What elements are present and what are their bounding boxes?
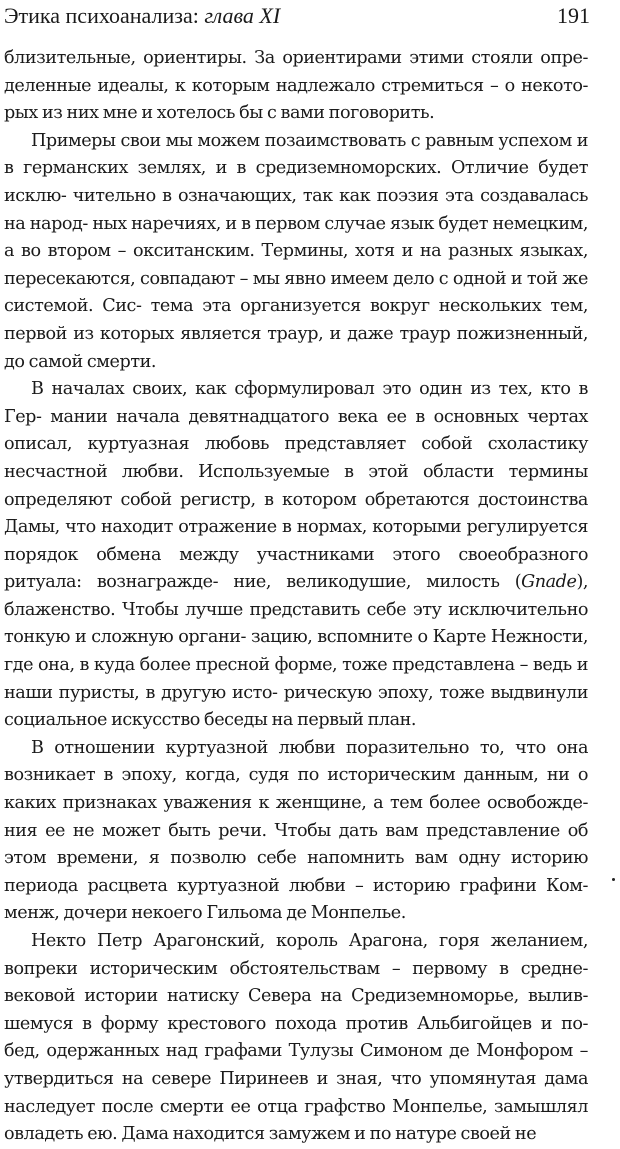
- body-text: [4, 45, 588, 1149]
- text-line: каких признаках уважения к женщине, а тем более освобожде-: [4, 793, 588, 814]
- text-line: рическую эпоху, тоже выдвинули социальное искусство беседы на: [4, 682, 588, 731]
- text-line: германских землях, и в средиземноморских. Отличие будет исклю-: [4, 158, 588, 206]
- page-number: 191: [557, 3, 590, 28]
- text-line: представить себе эту исключительно тонкую и сложную органи-: [4, 599, 588, 648]
- text-line: первый план.: [297, 710, 417, 731]
- text-line: В началах своих, как сформулировал это один из тех, кто в Гер-: [4, 379, 588, 427]
- text-line: Примеры свои мы можем позаимствовать с равным успехом и в: [4, 130, 588, 179]
- text-line: рых из них мне и хотелось бы с вами поговорить.: [4, 103, 435, 124]
- text-line: бед, одержанных над графами Тулузы Симоном де Монфором: [4, 1041, 573, 1062]
- running-head: [4, 2, 590, 30]
- text-line: вопреки историческим обстоятельствам – первому в средне-: [4, 958, 588, 979]
- text-line: шемуся в форму крестового похода против Альбигойцев и по-: [4, 1013, 588, 1034]
- paragraph: [4, 45, 588, 128]
- text-line: овладеть ею. Дама находится замужем и по натуре своей не: [4, 1124, 537, 1145]
- text-line: менж, дочери некоего Гильома де Монпелье.: [4, 903, 406, 924]
- text-line: В отношении куртуазной любви поразительно то, что она: [31, 737, 588, 758]
- text-line: – окситанским. Термины, хотя и на разных языках, пересекаются,: [4, 241, 588, 289]
- paragraph: [4, 376, 588, 735]
- text-line: является траур, и даже траур пожизненный, до самой смерти.: [4, 323, 588, 372]
- text-line: ных наречиях, и в первом случае язык будет немецким, а во втором: [4, 213, 588, 262]
- text-line: ние, великодушие, милость (: [233, 572, 522, 593]
- text-line: близительные, ориентиры. За ориентирами этими стояли опре-: [4, 48, 588, 68]
- text-line: ния ее не может быть речи. Чтобы дать вам представление об: [4, 820, 588, 841]
- italic-term: Gnade: [521, 572, 577, 593]
- chapter-label: глава XI: [204, 3, 281, 28]
- text-line: мании начала девятнадцатого века ее в основных чертах описал,: [4, 406, 588, 455]
- text-line: периода расцвета куртуазной любви – историю графини Ком-: [4, 875, 588, 896]
- text-line: тема эта организуется вокруг нескольких тем, первой из которых: [4, 296, 588, 344]
- paragraph: [4, 128, 588, 376]
- text-line: деленные идеалы, к которым надлежало стремиться – о некото-: [4, 75, 588, 96]
- text-line: возникает в эпоху, когда, судя по историческим данным, ни о: [4, 765, 588, 786]
- paragraph: [4, 928, 588, 1149]
- text-line: вековой истории натиску Севера на Средиземноморье, вылив-: [4, 986, 588, 1007]
- text-line: регистр, в котором обретаются достоинства Дамы, что находит: [4, 489, 588, 538]
- margin-speck: [612, 878, 615, 881]
- running-title: [4, 2, 280, 30]
- text-line: совпадают – мы явно имеем дело с одной и той же системой. Сис-: [4, 268, 588, 317]
- text-line: этом времени, я позволю себе напомнить вам одну историю: [4, 848, 588, 869]
- text-line: форме, тоже представлена – ведь и наши пуристы, в другую исто-: [4, 655, 588, 703]
- paragraph: [4, 735, 588, 928]
- text-line: куртуазная любовь представляет собой схоластику несчастной: [4, 434, 588, 482]
- text-line: – утвердиться на севере Пиринеев и зная, что упомянутая дама: [4, 1041, 588, 1089]
- text-line: отражение в нормах, которыми регулируется порядок обмена: [4, 517, 588, 565]
- text-line: любви. Используемые в этой области термины определяют собой: [4, 461, 588, 510]
- text-line: Некто Петр Арагонский, король Арагона, горя желанием,: [31, 931, 588, 951]
- text-line: ), блаженство. Чтобы лучше: [4, 572, 589, 620]
- text-line: между участниками этого своеобразного ритуала: вознагражде-: [4, 544, 588, 593]
- text-line: наследует после смерти ее отца графство Монпелье, замышлял: [4, 1096, 588, 1117]
- text-line: чительно в означающих, так как поэзия эта создавалась на народ-: [4, 185, 588, 234]
- text-line: зацию, вспомните о Карте Нежности, где она, в куда более пресной: [4, 627, 588, 676]
- book-title: Этика психоанализа:: [4, 3, 205, 28]
